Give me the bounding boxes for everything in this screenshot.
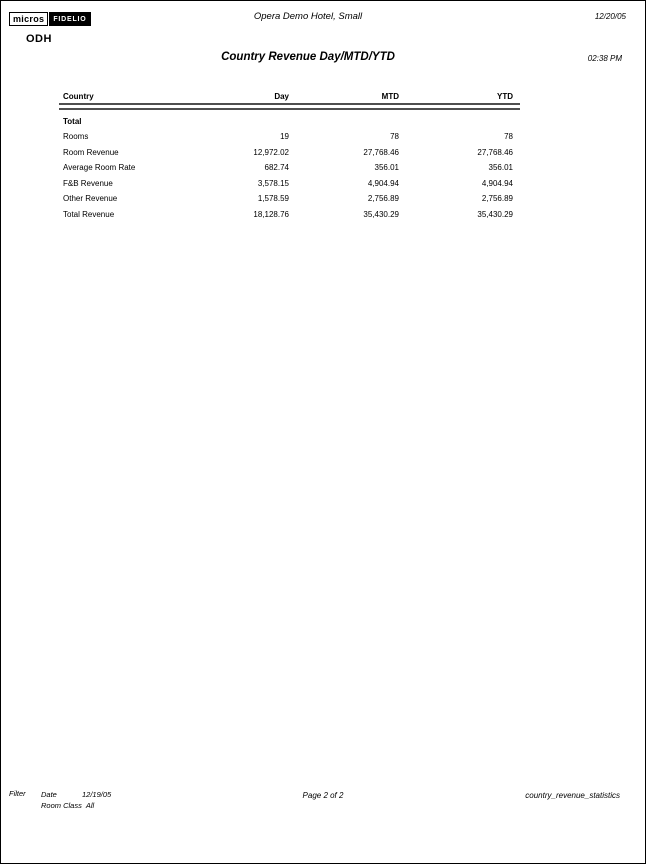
row-ytd: 27,768.46 xyxy=(477,147,513,157)
filter-value: All xyxy=(85,801,95,810)
filter-label: Filter xyxy=(9,789,26,798)
row-mtd: 78 xyxy=(390,132,399,141)
row-mtd: 27,768.46 xyxy=(363,147,399,157)
row-label: Average Room Rate xyxy=(63,163,136,172)
row-mtd: 4,904.94 xyxy=(367,178,399,188)
table-row xyxy=(59,145,520,161)
filter-row xyxy=(41,800,111,811)
column-header-day: Day xyxy=(274,92,289,101)
row-ytd: 78 xyxy=(504,132,513,141)
property-code: ODH xyxy=(26,33,52,45)
row-label: Room Revenue xyxy=(63,147,119,157)
row-mtd: 2,756.89 xyxy=(367,194,399,203)
row-ytd: 35,430.29 xyxy=(477,209,513,219)
row-day: 18,128.76 xyxy=(253,209,289,219)
report-time: 02:38 PM xyxy=(587,54,622,63)
revenue-table xyxy=(59,90,520,222)
table-row xyxy=(59,191,520,207)
row-day: 3,578.15 xyxy=(257,178,289,188)
row-label: Other Revenue xyxy=(63,194,118,203)
row-day: 1,578.59 xyxy=(257,194,289,203)
table-header-row xyxy=(59,90,520,103)
row-mtd: 35,430.29 xyxy=(363,209,399,219)
row-ytd: 356.01 xyxy=(488,163,513,172)
row-label: Total Revenue xyxy=(63,209,115,219)
column-header-mtd: MTD xyxy=(381,92,399,101)
filter-name: Room Class xyxy=(41,801,82,810)
page-number: Page 2 of 2 xyxy=(302,791,344,800)
group-label-total: Total xyxy=(63,117,82,126)
hotel-name: Opera Demo Hotel, Small xyxy=(253,11,363,22)
table-row xyxy=(59,160,520,176)
row-mtd: 356.01 xyxy=(374,163,399,172)
report-date: 12/20/05 xyxy=(594,12,626,21)
report-title: Country Revenue Day/MTD/YTD xyxy=(221,51,395,63)
row-label: F&B Revenue xyxy=(63,178,113,188)
row-day: 19 xyxy=(280,132,289,141)
table-row xyxy=(59,129,520,145)
table-row xyxy=(59,207,520,223)
column-header-country: Country xyxy=(63,92,94,101)
row-label: Rooms xyxy=(63,132,89,141)
row-ytd: 4,904.94 xyxy=(481,178,513,188)
row-day: 12,972.02 xyxy=(253,147,289,157)
filter-value: 12/19/05 xyxy=(82,790,112,799)
table-row xyxy=(59,176,520,192)
filter-name: Date xyxy=(41,790,57,799)
micros-logo-text: micros xyxy=(9,12,48,26)
report-file-name: country_revenue_statistics xyxy=(525,791,620,800)
fidelio-logo-text: FIDELIO xyxy=(49,12,90,26)
column-header-ytd: YTD xyxy=(497,92,513,101)
header-rule-bottom xyxy=(59,108,520,110)
row-day: 682.74 xyxy=(264,163,289,172)
row-ytd: 2,756.89 xyxy=(481,194,513,203)
